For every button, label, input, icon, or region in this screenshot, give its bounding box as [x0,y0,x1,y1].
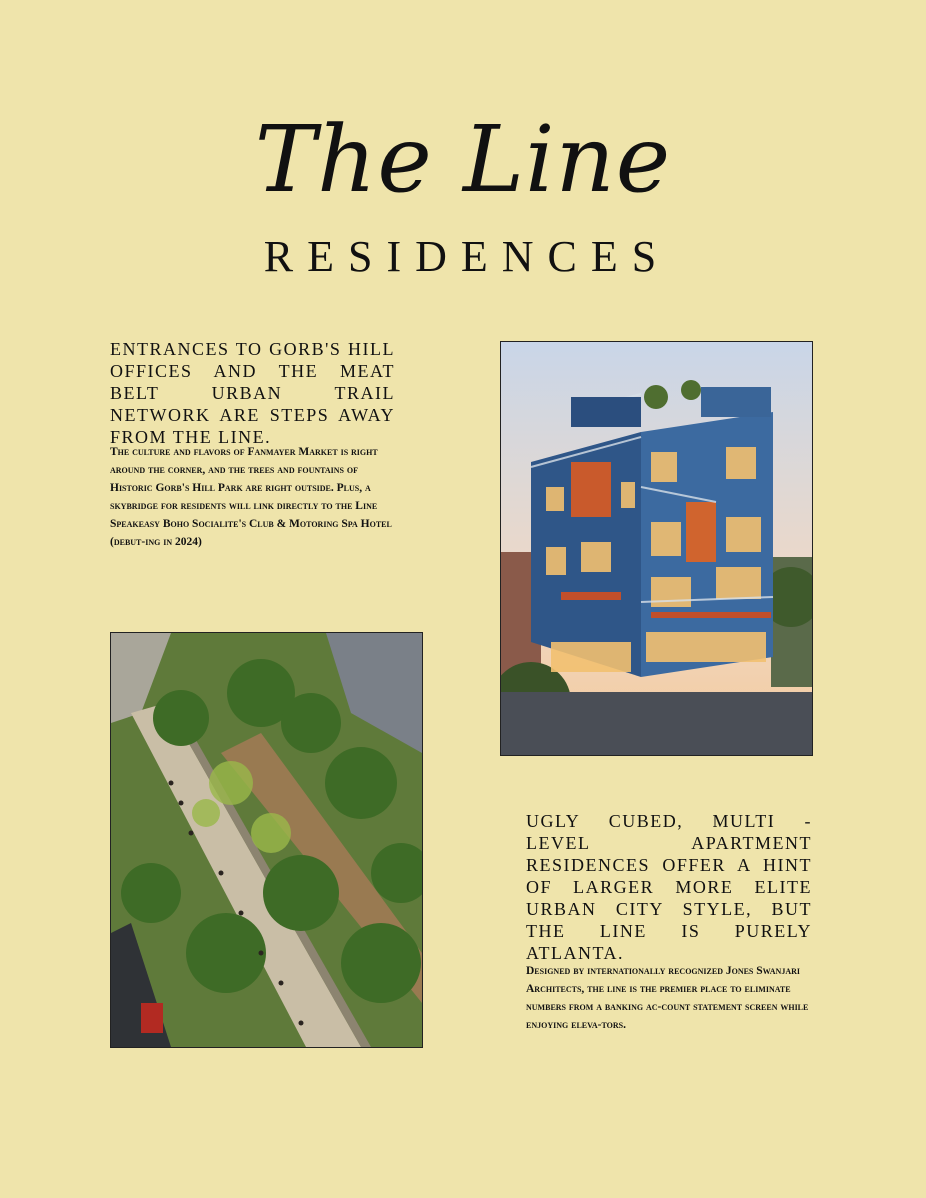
section1-headline: ENTRANCES TO GORB'S HILL OFFICES AND THE MEAT BELT URBAN TRAIL NETWORK ARE STEPS AWAY FROM THE LINE. [110,339,395,447]
section2-body: Designed by internationally recognized Jones Swanjari Architects, the line is the premier place to eliminate numbers from a banking ac-count statement screen while enjoying eleva-tors. [526,965,809,1031]
section1-body: The culture and flavors of Fanmayer Market is right around the corner, and the trees and fountains of Historic Gorb's Hill Park are right outside. Plus, a skybridge for residents will link directly to the Line Speakeasy Boho Socialite's Club & Motoring Spa Hotel (debut-ing in 2024) [110,446,392,548]
section2-headline: UGLY CUBED, MULTI - LEVEL APARTMENT RESIDENCES OFFER A HINT OF LARGER MORE ELITE URBAN CITY STYLE, BUT THE LINE IS PURELY ATLANTA. [526,811,812,963]
page-title: The Line [254,106,672,213]
building-photo [500,341,813,756]
urban-trail-photo [110,632,423,1048]
page-subtitle: RESIDENCES [263,232,671,281]
